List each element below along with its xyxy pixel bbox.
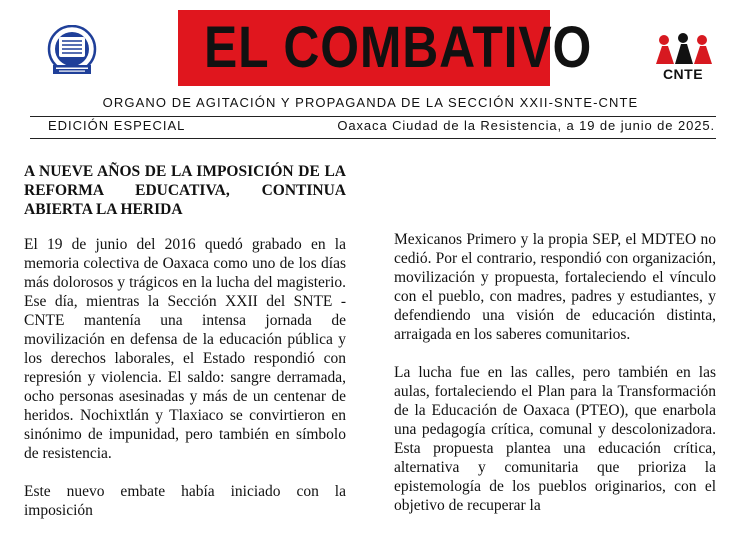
- article-right-column: [394, 230, 716, 534]
- cnte-logo-icon: [648, 32, 718, 68]
- masthead: [0, 0, 741, 110]
- masthead-title: EL COMBATIVO: [204, 15, 593, 80]
- cnte-logo-text: CNTE: [662, 66, 704, 82]
- dateline: Oaxaca Ciudad de la Resistencia, a 19 de junio de 2025.: [337, 118, 715, 133]
- article-paragraph: La lucha fue en las calles, pero también en las aulas, fortaleciendo el Plan para la Transformación de la Educación de Oaxaca (PTEO), que enarbola una pedagogía crítica, comunal y descolonizadora. Esta propuesta plantea una educación crítica, alternativa y comunitaria que prioriza la epistemología de los pueblos originarios, con el objetivo de recuperar la: [394, 364, 716, 514]
- article-paragraph: El 19 de junio del 2016 quedó grabado en la memoria colectiva de Oaxaca como uno de los días más dolorosos y trágicos en la lucha del magisterio. Ese día, mientras la Sección XXII del SNTE - CNTE mantenía una intensa jornada de movilización en defensa de la educación pública y los derechos laborales, el Estado respondió con represión y violencia. El saldo: sangre derramada, ocho personas asesinadas y más de un centenar de heridos. Nochixtlán y Tlaxiaco se convirtieron en sinónimo de impunidad, pero también en símbolo de resistencia.: [24, 236, 346, 462]
- edition-label: EDICIÓN ESPECIAL: [48, 118, 186, 133]
- article-paragraph: Este nuevo embate había iniciado con la imposición: [24, 483, 346, 519]
- edition-bar-bottom-rule: [30, 138, 716, 139]
- edition-bar-top-rule: [30, 116, 716, 117]
- masthead-title-banner: [178, 10, 593, 86]
- masthead-subtitle: ORGANO DE AGITACIÓN Y PROPAGANDA DE LA SECCIÓN XXII-SNTE-CNTE: [102, 95, 639, 110]
- cnte-logo: [648, 32, 718, 82]
- snte-section-seal-icon: [45, 25, 99, 77]
- article-left-column: [24, 235, 346, 539]
- article-headline: A NUEVE AÑOS DE LA IMPOSICIÓN DE LA REFORMA EDUCATIVA, CONTINUA ABIERTA LA HERIDA: [24, 163, 346, 218]
- article-paragraph: Mexicanos Primero y la propia SEP, el MDTEO no cedió. Por el contrario, respondió con organización, movilización y propuesta, fortaleciendo el vínculo con el pueblo, con madres, padres y estudiantes, y defendiendo una visión de educación distinta, arraigada en los saberes comunitarios.: [394, 231, 716, 343]
